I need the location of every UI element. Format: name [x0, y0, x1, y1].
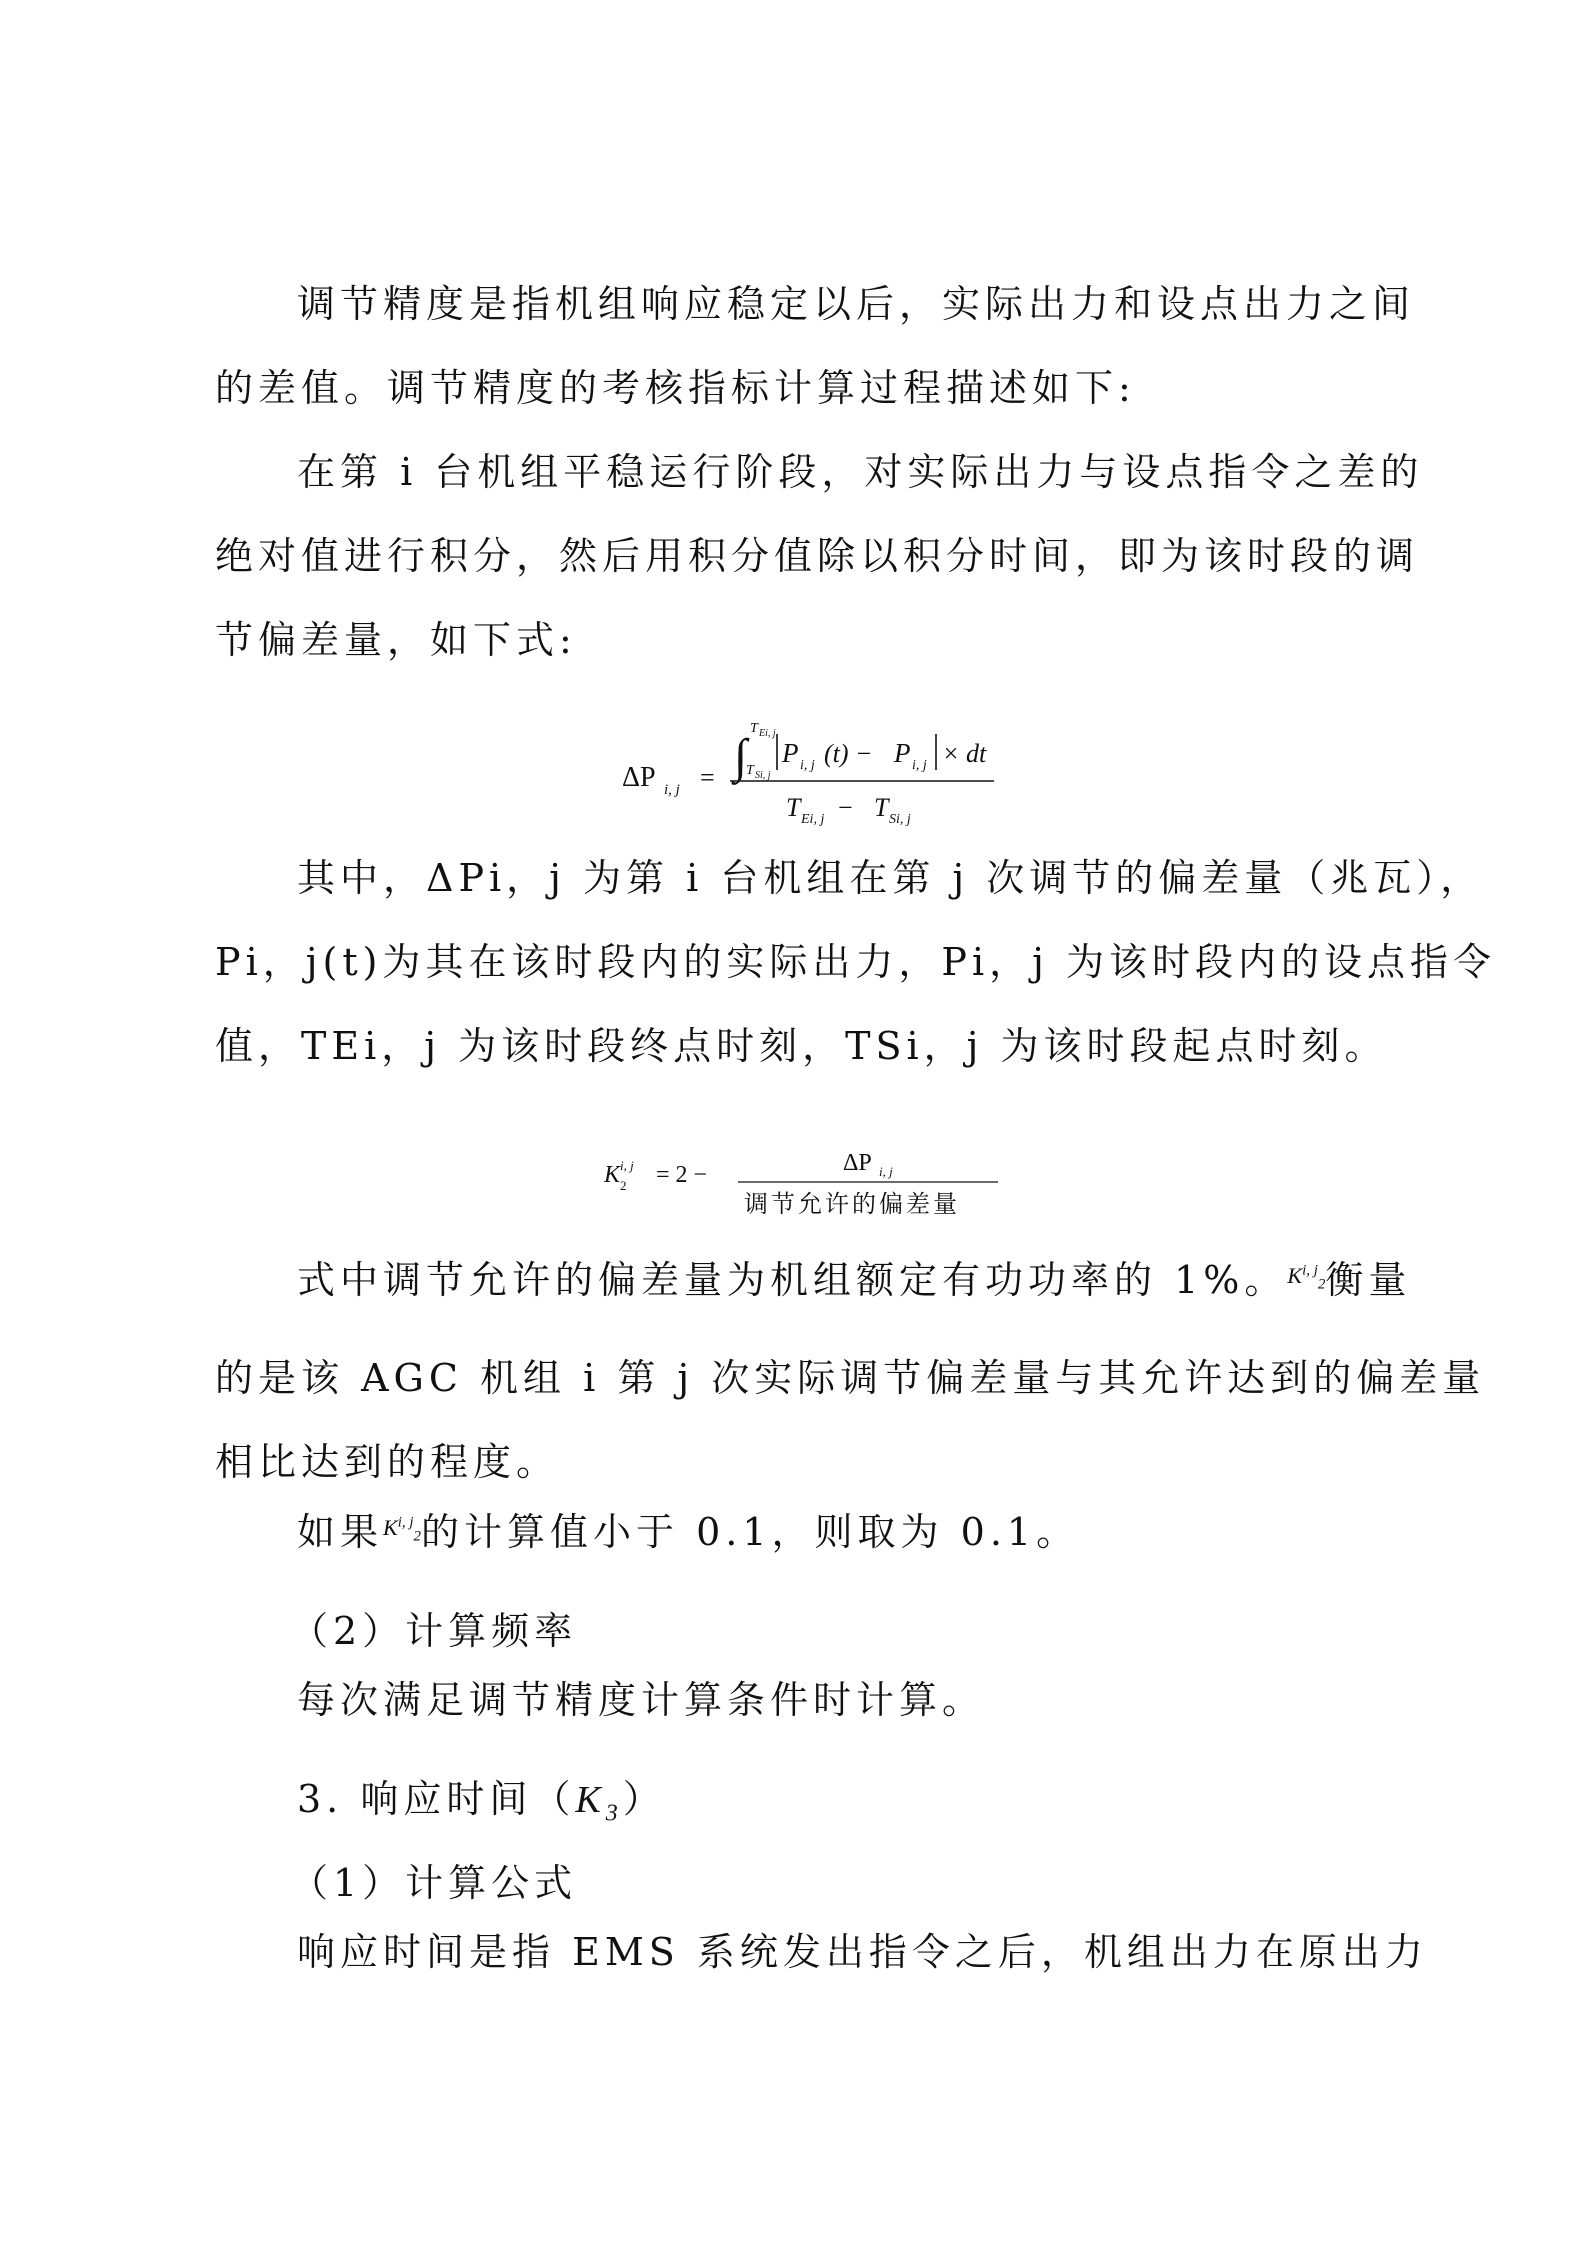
k-sup: i, j	[1302, 1262, 1318, 1279]
text-segment: 式中调节允许的偏差量为机组额定有功功率的 1%。	[297, 1258, 1288, 1302]
formula2-equals: = 2 −	[656, 1162, 708, 1188]
integral-lower-sub: Si, j	[755, 770, 771, 781]
formula2-numerator: ΔP	[843, 1150, 872, 1176]
k-sub: 3	[605, 1800, 623, 1827]
formula2-lhs-sub: 2	[620, 1178, 627, 1193]
paragraph-integration-description	[215, 430, 1424, 682]
integral-upper: T	[750, 721, 758, 736]
text-line: 相比达到的程度。	[215, 1440, 560, 1485]
text-line: 节偏差量，如下式:	[215, 618, 577, 662]
paragraph-accuracy-definition	[215, 262, 1416, 430]
heading-calc-formula: （1）计算公式	[290, 1861, 578, 1905]
text-line: 绝对值进行积分，然后用积分值除以积分时间，即为该时段的调	[215, 534, 1420, 578]
text-line	[215, 1490, 1380, 1588]
integrand-p2: P	[894, 738, 911, 768]
formula-deviation	[620, 712, 1000, 830]
integral-symbol: ∫	[734, 730, 748, 783]
formula2-denominator: 调节允许的偏差量	[744, 1190, 960, 1218]
text-line: 的差值。调节精度的考核指标计算过程描述如下:	[215, 366, 1136, 410]
text-segment: 衡量	[1325, 1258, 1412, 1302]
text-line: Pi，j(t)为其在该时段内的实际出力，Pi，j 为该时段内的设点指令	[215, 940, 1497, 984]
k-sub: 2	[413, 1528, 422, 1545]
k3-symbol	[575, 1779, 623, 1827]
k-sup: i, j	[397, 1514, 414, 1531]
integral-lower: T	[746, 763, 754, 778]
text-line: 响应时间是指 EMS 系统发出指令之后，机组出力在原出力	[297, 1930, 1428, 1974]
heading-response-time	[297, 1768, 666, 1828]
denominator-t2: T	[874, 793, 889, 822]
text-line: 调节精度是指机组响应稳定以后，实际出力和设点出力之间	[297, 282, 1416, 326]
text-line	[215, 1238, 1412, 1336]
paragraph-symbol-definitions	[215, 836, 1497, 1088]
integral-upper-sub: Ei, j	[759, 728, 776, 739]
text-segment: 的计算值小于 0.1，则取为 0.1。	[421, 1510, 1080, 1554]
formula-lhs: ΔP	[622, 762, 656, 793]
inline-k2-symbol	[383, 1514, 422, 1545]
denominator-t1-sub: Ei, j	[801, 812, 825, 827]
formula2-lhs: K	[604, 1162, 621, 1188]
paragraph-k2-minimum	[215, 1490, 1380, 1588]
denominator-t2-sub: Si, j	[889, 812, 911, 827]
inline-k2-symbol	[1287, 1262, 1326, 1293]
denominator-minus: −	[838, 793, 853, 822]
k-letter: K	[1287, 1263, 1303, 1288]
heading-text: 3. 响应时间（	[297, 1777, 576, 1821]
paragraph-calc-condition	[215, 1658, 1380, 1742]
formula2-lhs-sup: i, j	[620, 1158, 634, 1173]
text-line: 的是该 AGC 机组 i 第 j 次实际调节偏差量与其允许达到的偏差量	[215, 1356, 1486, 1401]
paragraph-response-time-definition	[215, 1910, 1428, 1994]
formula-lhs-sub: i, j	[664, 782, 680, 798]
k-sub: 2	[1317, 1276, 1326, 1293]
k-letter: K	[383, 1515, 398, 1540]
text-line: 每次满足调节精度计算条件时计算。	[297, 1678, 986, 1722]
k-letter: K	[575, 1779, 606, 1821]
integrand-p1: P	[782, 738, 799, 768]
text-line: 值，TEi，j 为该时段终点时刻，TSi，j 为该时段起点时刻。	[215, 1024, 1388, 1068]
paragraph-k2-explanation	[215, 1238, 1486, 1504]
text-line: 其中，ΔPi，j 为第 i 台机组在第 j 次调节的偏差量（兆瓦），	[297, 856, 1484, 900]
integrand-p2-sub: i, j	[912, 758, 927, 773]
formula-equals: =	[700, 763, 715, 792]
text-segment: 如果	[297, 1510, 384, 1554]
formula-k2	[598, 1130, 998, 1220]
text-line: 在第 i 台机组平稳运行阶段，对实际出力与设点指令之差的	[297, 450, 1424, 494]
denominator-t1: T	[786, 793, 801, 822]
integrand-p1-sub: i, j	[800, 758, 815, 773]
integrand-times-dt: × dt	[942, 739, 987, 768]
formula2-numerator-sub: i, j	[879, 1164, 893, 1179]
heading-calc-frequency: （2）计算频率	[290, 1609, 578, 1653]
heading-text: ）	[622, 1777, 666, 1821]
integrand-t: (t) −	[824, 739, 873, 768]
